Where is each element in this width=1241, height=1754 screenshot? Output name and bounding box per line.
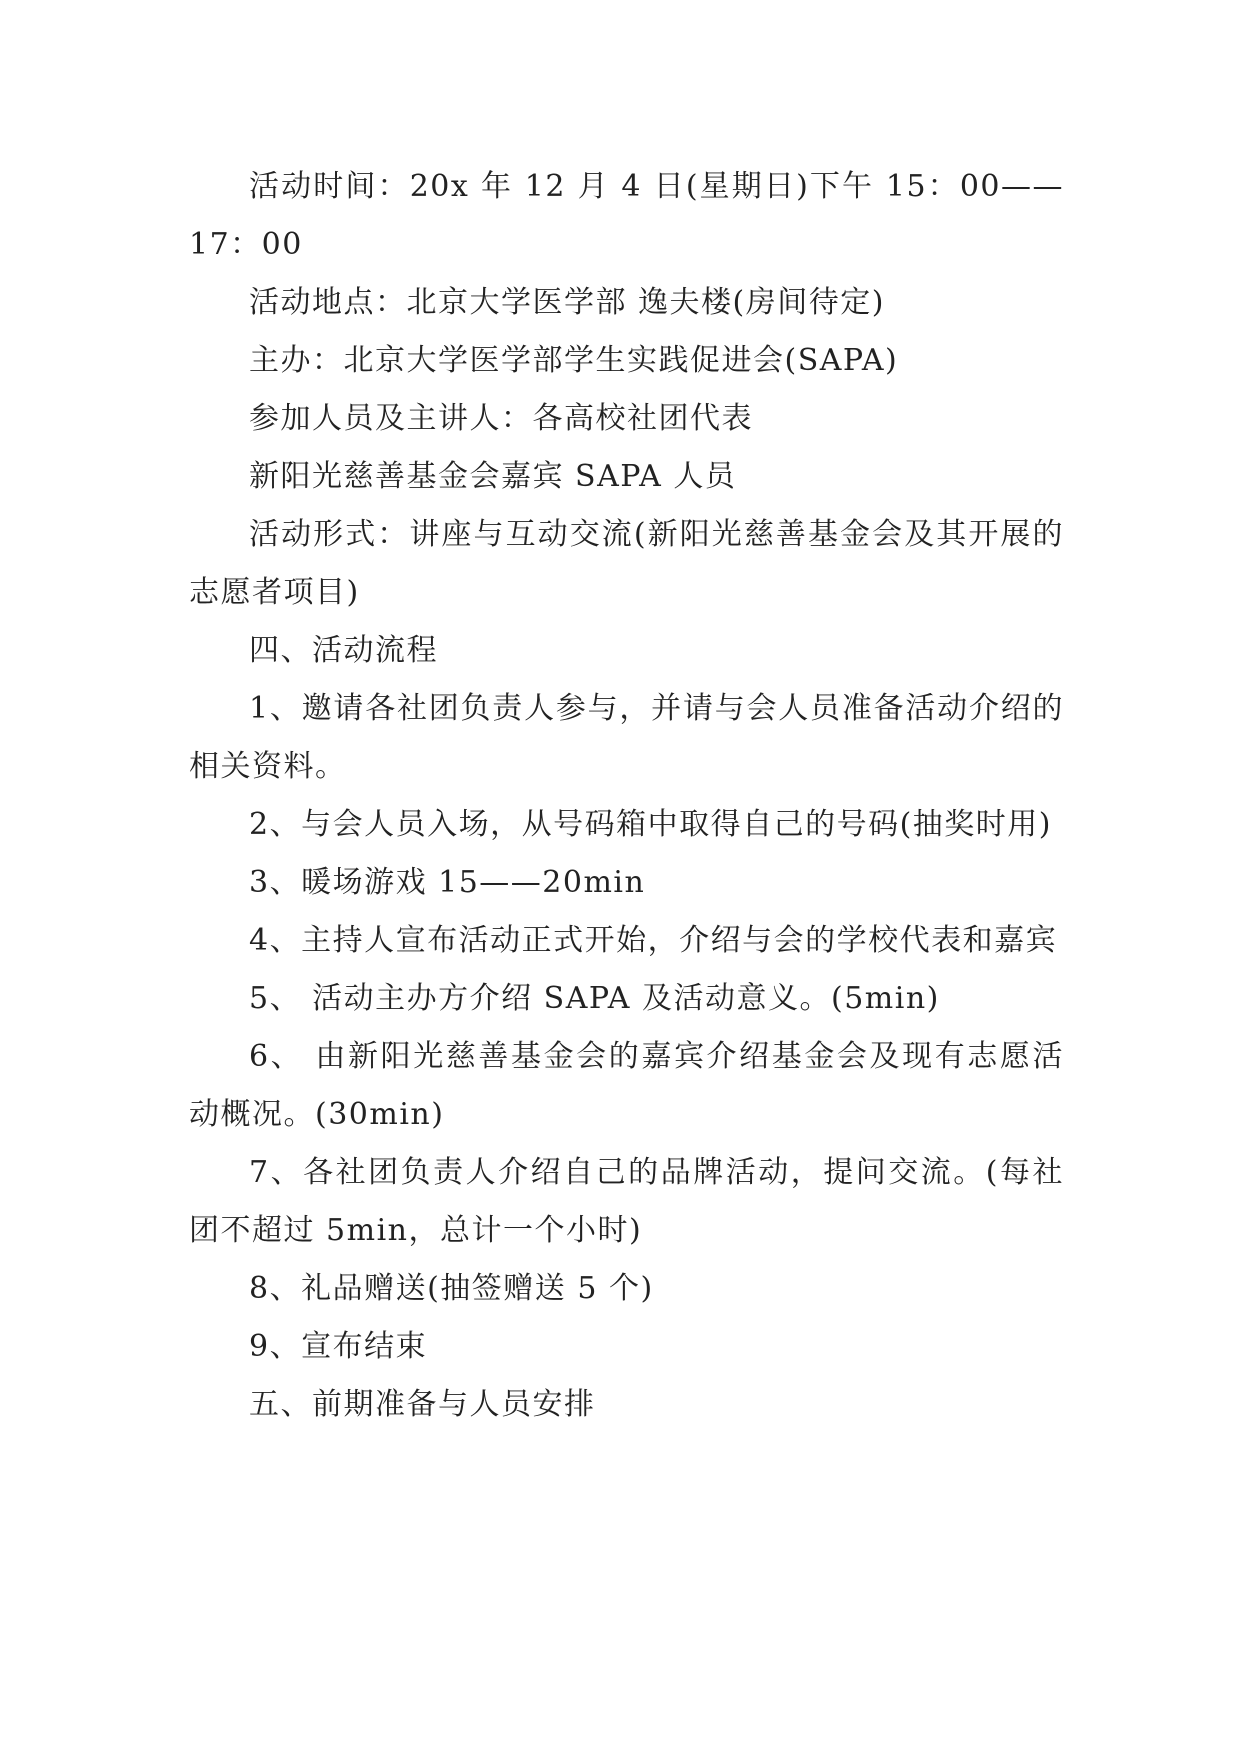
document-body — [189, 158, 1064, 1434]
section-heading-process: 四、活动流程 — [249, 633, 438, 668]
process-step-2: 2、与会人员入场，从号码箱中取得自己的号码(抽奖时用) — [249, 807, 1052, 842]
process-step-8: 8、礼品赠送(抽签赠送 5 个) — [249, 1271, 654, 1306]
process-step-1: 1、邀请各社团负责人参与，并请与会人员准备活动介绍的相关资料。 — [189, 691, 1064, 784]
process-step-3: 3、暖场游戏 15——20min — [249, 865, 646, 900]
process-step-5: 5、 活动主办方介绍 SAPA 及活动意义。(5min) — [249, 981, 940, 1016]
section-heading-preparation: 五、前期准备与人员安排 — [249, 1387, 596, 1422]
process-step-4: 4、主持人宣布活动正式开始，介绍与会的学校代表和嘉宾 — [249, 923, 1058, 958]
process-step-6: 6、 由新阳光慈善基金会的嘉宾介绍基金会及现有志愿活动概况。(30min) — [189, 1039, 1064, 1132]
activity-time: 活动时间：20x 年 12 月 4 日(星期日)下午 15：00——17：00 — [189, 169, 1064, 262]
process-step-7: 7、各社团负责人介绍自己的品牌活动，提问交流。(每社团不超过 5min，总计一个小时) — [189, 1155, 1064, 1248]
organizer: 主办：北京大学医学部学生实践促进会(SAPA) — [249, 343, 899, 378]
guests: 新阳光慈善基金会嘉宾 SAPA 人员 — [249, 459, 737, 494]
process-step-9: 9、宣布结束 — [249, 1329, 428, 1364]
activity-location: 活动地点：北京大学医学部 逸夫楼(房间待定) — [249, 285, 885, 320]
participants: 参加人员及主讲人：各高校社团代表 — [249, 401, 753, 436]
activity-format: 活动形式：讲座与互动交流(新阳光慈善基金会及其开展的志愿者项目) — [189, 517, 1064, 610]
